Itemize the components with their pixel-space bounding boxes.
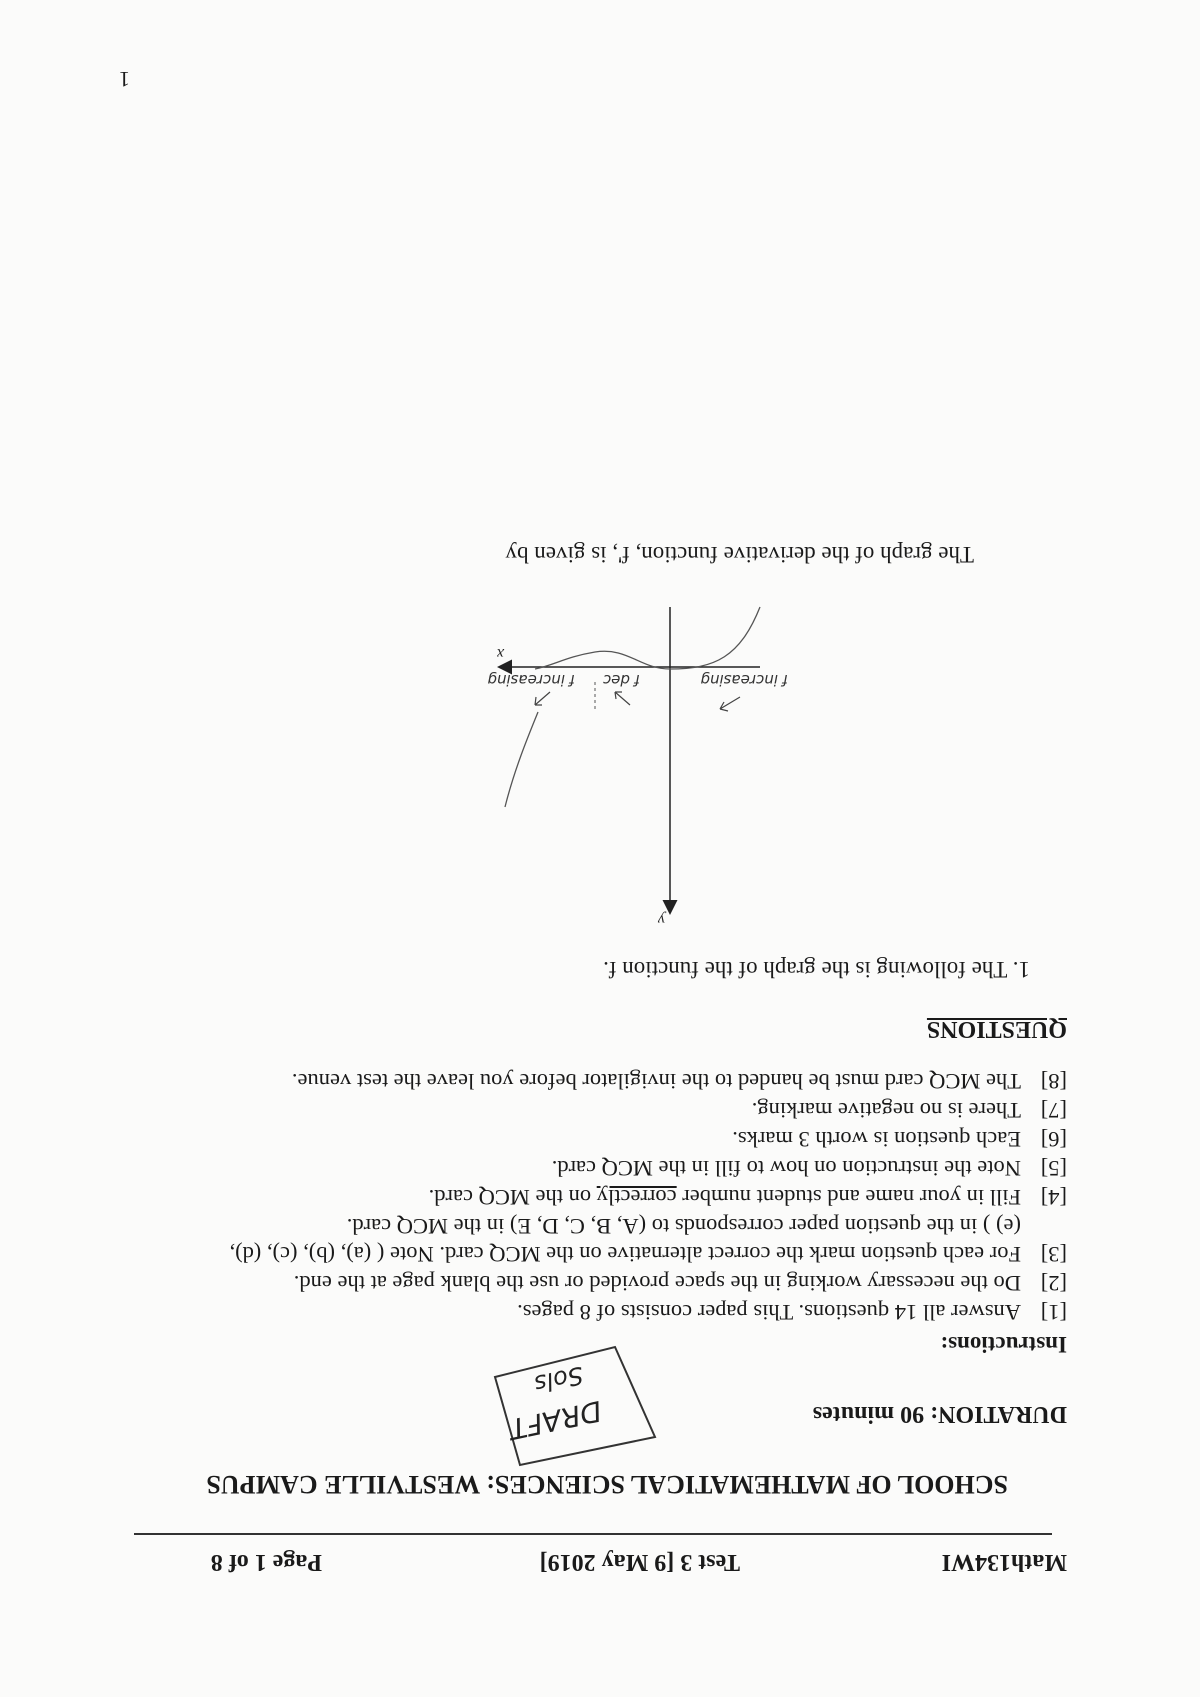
arrow-icon <box>720 697 740 711</box>
arrow-icon <box>535 692 550 705</box>
function-curve <box>535 607 760 669</box>
instruction-item: [8]The MCQ card must be handed to the invigilator before you leave the test venue. <box>291 1069 1067 1094</box>
x-axis-label: x <box>496 645 504 662</box>
stamp-sols: Sols <box>531 1360 586 1399</box>
annotation-increasing-right: f increasing <box>487 671 575 689</box>
instruction-item: [1]Answer all 14 questions. This paper consists of 8 pages. <box>517 1300 1067 1325</box>
instruction-item: [4]Fill in your name and student number correctly on the MCQ card. <box>428 1185 1067 1210</box>
y-axis-label: y <box>657 911 665 928</box>
draft-stamp <box>470 1327 670 1477</box>
questions-title: QUESTIONS <box>926 1016 1067 1042</box>
instruction-item-continued: (e) ) in the question paper corresponds to (A, B, C, D, E) in the MCQ card. <box>346 1214 1021 1239</box>
instruction-item: [7]There is no negative marking. <box>751 1098 1067 1123</box>
page-number: 1 <box>119 67 130 92</box>
instruction-item: [2]Do the necessary working in the space provided or use the blank page at the end. <box>293 1271 1067 1296</box>
annotation-increasing-left: f increasing <box>700 671 788 689</box>
arrow-icon <box>615 692 630 705</box>
school-title: SCHOOL OF MATHEMATICAL SCIENCES: WESTVILLE CAMPUS <box>206 1470 1008 1499</box>
page-indicator: Page 1 of 8 <box>210 1549 322 1575</box>
instruction-item: [3]For each question mark the correct alternative on the MCQ card. Note ( (a), (b), (c), (d), <box>229 1242 1067 1267</box>
derivative-prompt: The graph of the derivative function, f', is given by <box>505 542 974 567</box>
test-title: Test 3 [9 May 2019] <box>539 1549 740 1575</box>
instruction-item: [5]Note the instruction on how to fill in the MCQ card. <box>551 1156 1067 1181</box>
instruction-item: [6]Each question is worth 3 marks. <box>732 1127 1067 1152</box>
header-rule <box>134 1533 1052 1535</box>
course-code: Math134WI <box>941 1549 1067 1575</box>
annotation-decreasing: f dec <box>602 671 640 689</box>
function-curve-upper <box>505 712 538 807</box>
duration: DURATION: 90 minutes <box>812 1401 1067 1427</box>
instructions-title: Instructions: <box>940 1332 1067 1357</box>
question-1-text: 1. The following is the graph of the function f. <box>603 957 1030 982</box>
stamp-draft: DRAFT <box>506 1394 605 1446</box>
function-graph <box>440 597 800 937</box>
